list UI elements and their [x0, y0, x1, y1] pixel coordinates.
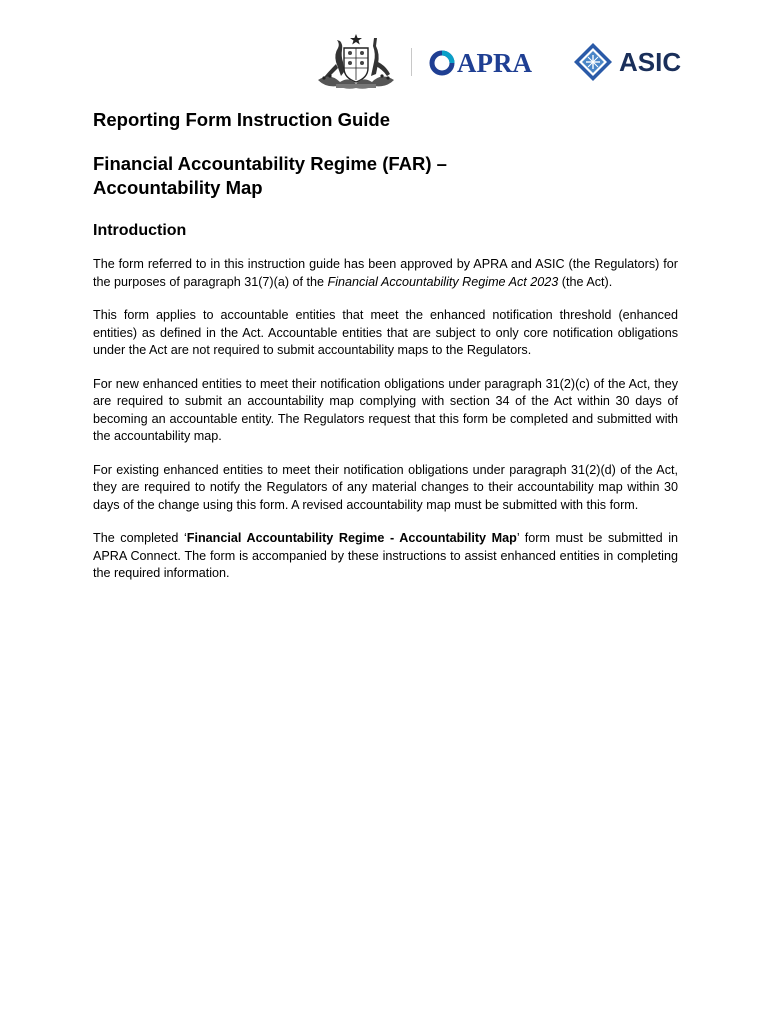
introduction-heading: Introduction: [93, 222, 187, 239]
regime-title-line2: Accountability Map: [93, 177, 263, 198]
intro-paragraph-2: This form applies to accountable entities that meet the enhanced notification threshold (enhanced entities) as defined in the Act. Accountable entities that are subject to only core notification obligations under the Act are not required to submit accountability maps to the Regulators.: [93, 308, 678, 357]
form-name: Financial Accountability Regime - Accountability Map: [186, 531, 517, 545]
asic-logo: [573, 42, 681, 82]
logo-divider: [411, 48, 412, 76]
document-title: Reporting Form Instruction Guide: [93, 109, 391, 130]
intro-paragraph-4: For existing enhanced entities to meet their notification obligations under paragraph 31(2)(d) of the Act, they are required to notify the Regulators of any material changes to their accountability map within 30 days of the change using this form. A revised accountability map must be submitted with this form.: [93, 462, 678, 512]
document-body: [93, 108, 678, 599]
asic-diamond-icon: [573, 42, 613, 82]
intro-paragraph-5: [93, 530, 678, 583]
apra-ring-icon: [429, 50, 455, 76]
intro-p5-text-a: The completed ‘: [93, 531, 187, 545]
intro-p1-text-a: The form referred to in this instruction guide has been approved by APRA and ASIC (the Regulators) for the purposes of paragraph 31(7)(a) of the: [93, 257, 678, 289]
intro-p5-text-b: ’ form must be submitted in APRA Connect. The form is accompanied by these instructions to assist enhanced entities in completing the required information.: [93, 531, 679, 580]
regime-title-line1: Financial Accountability Regime (FAR) –: [93, 153, 447, 174]
intro-p1-text-b: (the Act).: [558, 274, 613, 289]
regime-title: [93, 152, 678, 200]
asic-wordmark: ASIC: [619, 47, 682, 77]
act-name: Financial Accountability Regime Act 2023: [327, 274, 559, 289]
commonwealth-coat-of-arms-icon: [310, 32, 402, 90]
apra-wordmark: APRA: [457, 48, 532, 78]
apra-logo: [429, 49, 532, 77]
header-logos: [310, 32, 700, 94]
intro-paragraph-3: For new enhanced entities to meet their notification obligations under paragraph 31(2)(c) of the Act, they are required to submit an accountability map complying with section 34 of the Act within 30 days of becoming an accountable entity. The Regulators request that this form be completed and submitted with the accountability map.: [93, 376, 678, 443]
intro-paragraph-1: [93, 256, 678, 291]
